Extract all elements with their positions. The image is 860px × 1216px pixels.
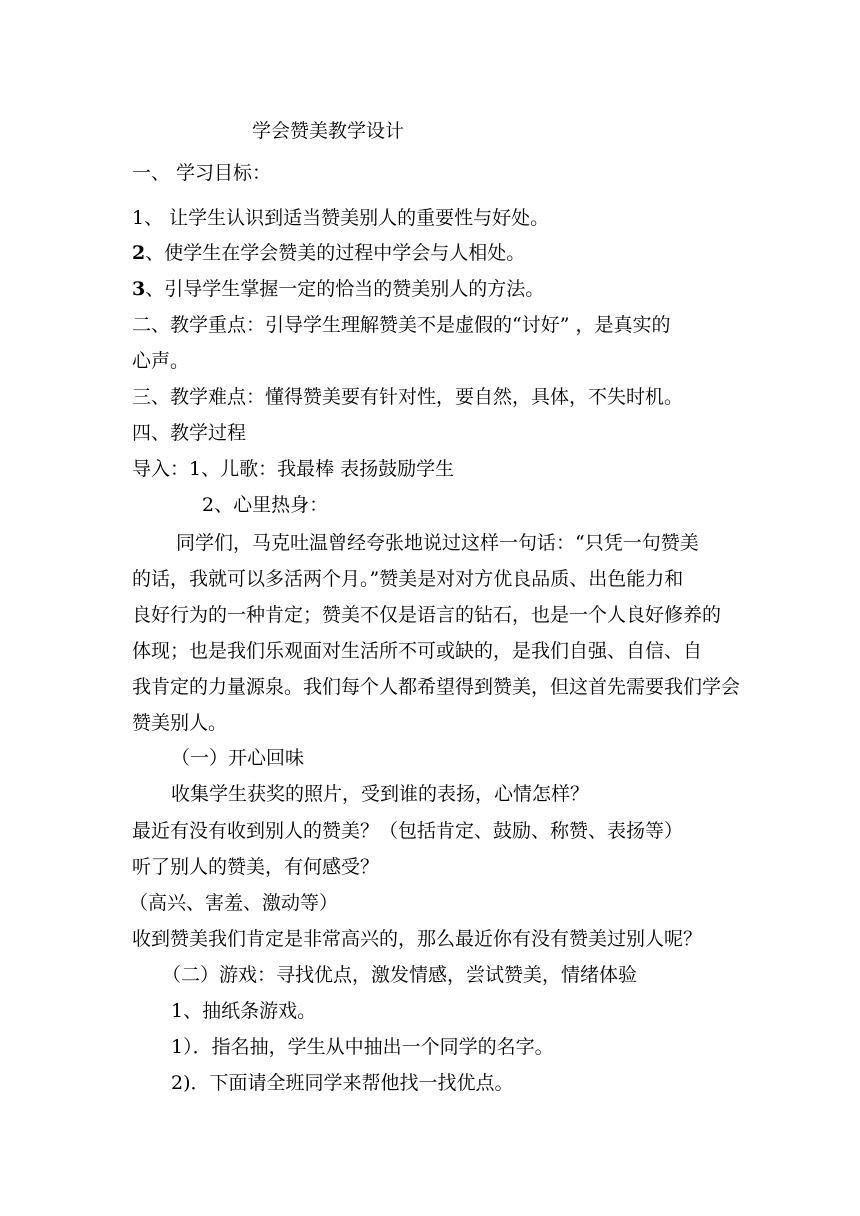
section-key-points-line-2: 心声。 (132, 350, 190, 372)
paragraph-line: 良好行为的一种肯定；赞美不仅是语言的钻石，也是一个人良好修养的 (132, 604, 722, 626)
objective-2 (132, 241, 742, 265)
section-objectives-heading: 一、 学习目标： (132, 162, 272, 184)
intro-line-1: 导入：1、儿歌：我最棒 表扬鼓励学生 (132, 458, 455, 480)
part-1-answer-3: （高兴、害羞、激动等） (129, 892, 339, 914)
section-key-points-line-1: 二、教学重点：引导学生理解赞美不是虚假的“讨好” ，是真实的 (132, 314, 671, 336)
intro-line-2: 2、心里热身： (202, 494, 329, 516)
game-1-step-1: 1）．指名抽，学生从中抽出一个同学的名字。 (171, 1036, 554, 1058)
section-difficulties: 三、教学难点：懂得赞美要有针对性，要自然，具体，不失时机。 (132, 386, 684, 408)
section-process-heading: 四、教学过程 (132, 422, 247, 444)
paragraph-line: 的话，我就可以多活两个月。”赞美是对对方优良品质、出色能力和 (132, 568, 684, 590)
objective-2-text: 、使学生在学会赞美的过程中学会与人相处。 (145, 242, 526, 264)
part-2-heading: （二）游戏：寻找优点，激发情感，尝试赞美，情绪体验 (162, 964, 638, 986)
objective-1: 1、 让学生认识到适当赞美别人的重要性与好处。 (132, 207, 550, 229)
part-1-question-2: 最近有没有收到别人的赞美？（包括肯定、鼓励、称赞、表扬等） (132, 820, 684, 842)
part-1-question-1: 收集学生获奖的照片，受到谁的表扬，心情怎样？ (171, 783, 590, 805)
game-1-step-2: 2)．下面请全班同学来帮他找一找优点。 (171, 1072, 514, 1094)
paragraph-line: 赞美别人。 (132, 712, 228, 734)
paragraph-line: 同学们，马克吐温曾经夸张地说过这样一句话：“只凭一句赞美 (176, 532, 699, 554)
document-title: 学会赞美教学设计 (252, 120, 405, 142)
objective-3-text: 、引导学生掌握一定的恰当的赞美别人的方法。 (145, 278, 545, 300)
paragraph-line: 我肯定的力量源泉。我们每个人都希望得到赞美，但这首先需要我们学会 (132, 676, 741, 698)
objective-3-number: 3 (132, 278, 146, 300)
objective-2-number: 2 (132, 242, 146, 264)
part-1-heading: （一）开心回味 (171, 747, 305, 769)
objective-3 (132, 277, 742, 301)
game-1-heading: 1、抽纸条游戏。 (171, 1000, 317, 1022)
part-1-question-4: 收到赞美我们肯定是非常高兴的，那么最近你有没有赞美过别人呢？ (132, 928, 703, 950)
paragraph-line: 体现；也是我们乐观面对生活所不可或缺的，是我们自强、自信、自 (132, 640, 703, 662)
part-1-question-3: 听了别人的赞美，有何感受？ (132, 856, 380, 878)
